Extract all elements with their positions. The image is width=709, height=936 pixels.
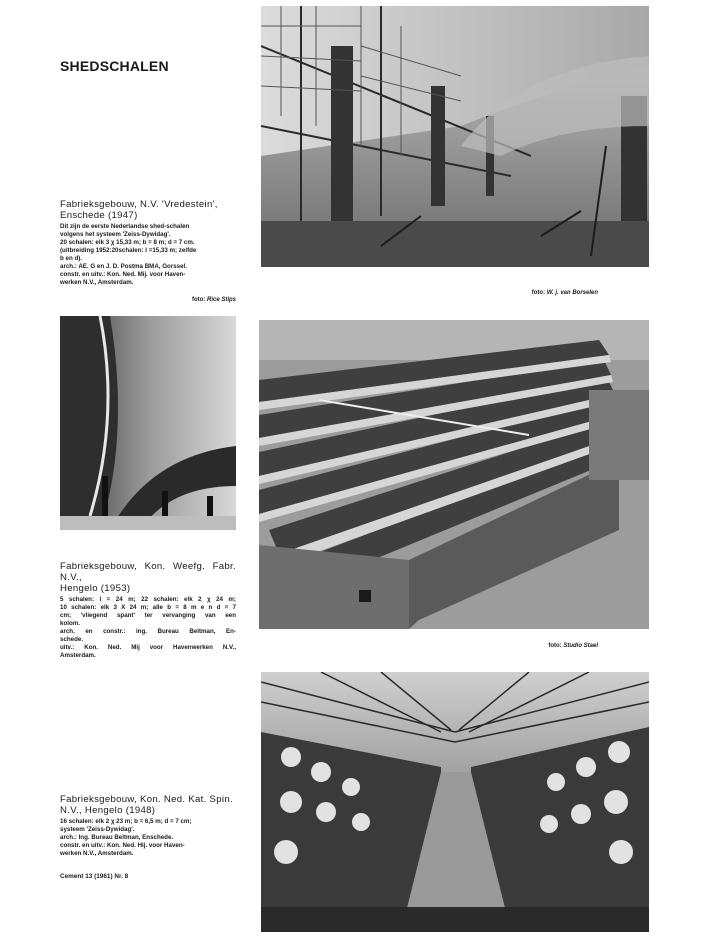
photo-shell-vault-art xyxy=(60,316,236,530)
photo-credit-left xyxy=(160,297,236,303)
caption-line: schede. xyxy=(60,636,84,643)
caption-vredestein xyxy=(60,199,240,287)
caption-title xyxy=(60,794,240,816)
caption-title-line: Fabrieksgebouw, N.V. 'Vredestein', xyxy=(60,199,218,210)
caption-weefg xyxy=(60,561,236,660)
photo-shed-roofs-art xyxy=(259,320,649,629)
caption-line: 20 schalen: elk 3 χ 15,33 m; b = 8 m; d = 7 cm. xyxy=(60,239,195,246)
caption-line: b en d). xyxy=(60,255,82,262)
page-footer: Cement 13 (1961) Nr. 8 xyxy=(60,873,129,880)
photo-credit-right xyxy=(480,290,598,296)
caption-body xyxy=(60,818,240,858)
caption-line: Amsterdam. xyxy=(60,652,96,659)
credit-prefix: foto: xyxy=(191,297,207,303)
caption-line: kolom. xyxy=(60,620,80,627)
photo-shed-roofs-aerial xyxy=(259,320,649,629)
caption-title-line: Hengelo (1953) xyxy=(60,583,131,594)
caption-line: constr. en uitv.: Kon. Ned. Hij. voor Haven- xyxy=(60,842,185,849)
photo-shell-vault xyxy=(60,316,236,530)
caption-line: arch.: Ing. Bureau Beltman, Enschede. xyxy=(60,834,174,841)
caption-title-line: N.V., Hengelo (1948) xyxy=(60,805,156,816)
credit-name: Studio Stael xyxy=(563,643,598,649)
caption-body xyxy=(60,223,240,287)
photo-vredestein-interior xyxy=(261,6,649,267)
caption-line: arch.: AE. G en J. D. Postma BMA, Gorssel. xyxy=(60,263,187,270)
caption-line: Dit zijn de eerste Nederlandse shed-schalen xyxy=(60,223,190,230)
caption-line: cm; 'vliegend spant' ter vervanging van een xyxy=(60,612,236,619)
caption-line: volgens het systeem 'Zeiss-Dywidag'. xyxy=(60,231,171,238)
caption-title-line: Fabrieksgebouw, Kon. Weefg. Fabr. N.V., xyxy=(60,561,236,583)
caption-spin xyxy=(60,794,240,858)
credit-prefix: foto: xyxy=(548,643,564,649)
caption-line: 16 schalen: elk 2 χ 23 m; b = 6,5 m; d = 7 cm; xyxy=(60,818,192,825)
credit-name: W. j. van Borselen xyxy=(546,290,598,296)
caption-line: werken N.V., Amsterdam. xyxy=(60,850,134,857)
caption-line: uitv.: Kon. Ned. Mij voor Havenwerken N.V., xyxy=(60,644,236,651)
caption-title-line: Enschede (1947) xyxy=(60,210,138,221)
photo-vredestein-art xyxy=(261,6,649,267)
caption-line: systeem 'Zeiss-Dywidag'. xyxy=(60,826,135,833)
caption-title xyxy=(60,561,236,594)
caption-line: 5 schalen: l = 24 m; 22 schalen: elk 2 χ 24 m; xyxy=(60,596,236,603)
credit-prefix: foto: xyxy=(531,290,547,296)
caption-line: (uitbreiding 1952:20schalen: l =15,33 m; zelfde xyxy=(60,247,197,254)
page-title: SHEDSCHALEN xyxy=(60,58,169,74)
caption-line: arch. en constr.: ing. Bureau Beltman, En- xyxy=(60,628,236,635)
photo-spinning-mill xyxy=(261,672,649,932)
caption-line: constr. en uitv.: Kon. Ned. Mij. voor Haven- xyxy=(60,271,186,278)
photo-credit-studio xyxy=(500,643,598,649)
credit-name: Rice Stips xyxy=(206,297,236,303)
caption-body xyxy=(60,596,236,660)
caption-title xyxy=(60,199,240,221)
caption-title-line: Fabrieksgebouw, Kon. Ned. Kat. Spin. xyxy=(60,794,233,805)
caption-line: werken N.V., Amsterdam. xyxy=(60,279,134,286)
photo-spinning-mill-art xyxy=(261,672,649,932)
caption-line: 10 schalen: elk 3 X 24 m; alle b = 8 m e n d = 7 xyxy=(60,604,236,611)
